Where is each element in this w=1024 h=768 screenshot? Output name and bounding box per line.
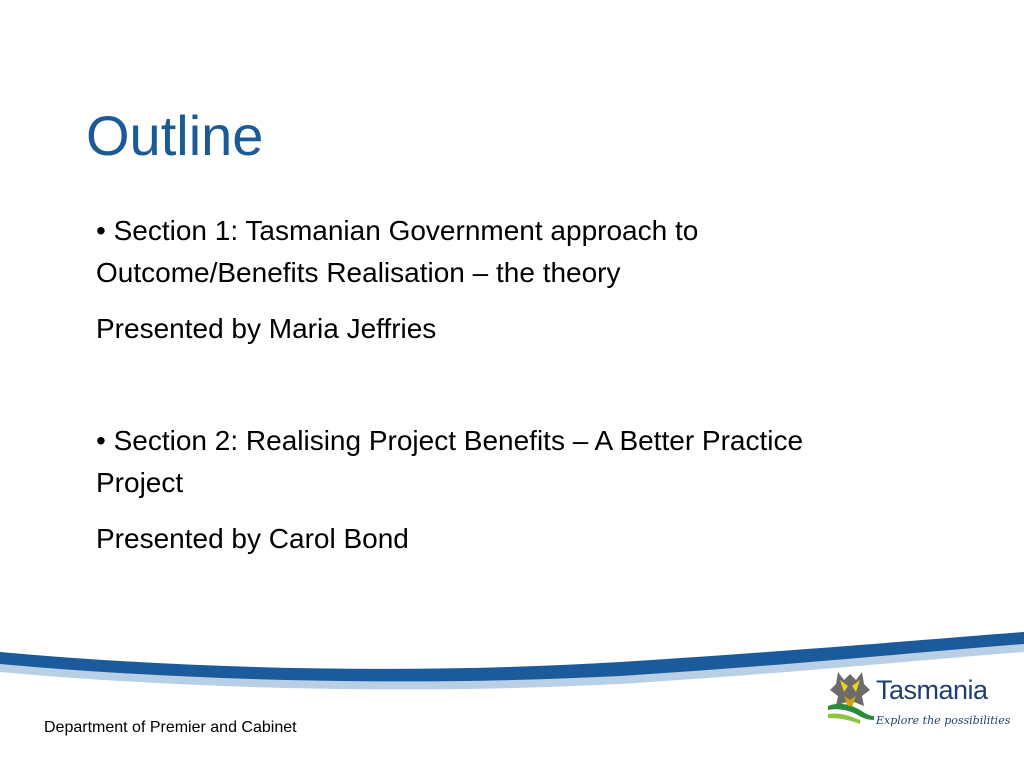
bullet-marker: • [96,215,106,246]
section-1-presenter: Presented by Maria Jeffries [96,313,437,344]
tasmania-logo [824,666,1011,736]
outline-content [96,210,896,560]
section-1-item [96,210,896,294]
slide-title: Outline [86,104,264,167]
logo-wordmark: Tasmania [876,675,988,705]
logo-tagline: Explore the possibilities [876,714,1011,727]
tasmanian-devil-emblem-icon [824,666,876,726]
section-2-presenter: Presented by Carol Bond [96,523,409,554]
bullet-marker: • [96,425,106,456]
section-2-item [96,420,896,504]
section-2-text: Section 2: Realising Project Benefits – A Better Practice Project [96,425,804,498]
department-name: Department of Premier and Cabinet [44,719,297,736]
section-1-text: Section 1: Tasmanian Government approach to Outcome/Benefits Realisation – the theory [96,215,699,288]
